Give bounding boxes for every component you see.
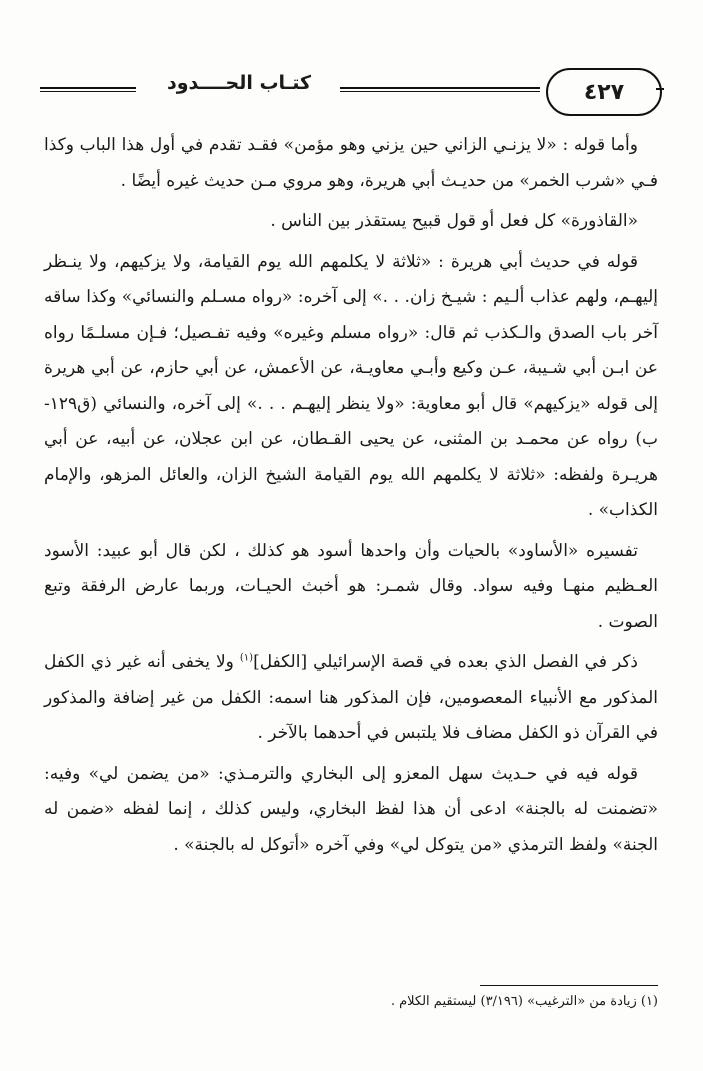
- footnote-1: (١) زيادة من «الترغيب» (٣/١٩٦) ليستقيم الكلام .: [390, 994, 658, 1009]
- header-rule-tail: [656, 88, 664, 90]
- footnote-marker[interactable]: (١): [239, 652, 254, 664]
- paragraph-3: قوله في حديث أبي هريرة : «ثلاثة لا يكلمهم الله يوم القيامة، ولا يزكيهم، ولا ينـظر إليهـم، ولهم عذاب ألـيم : شيـخ زان. . .» إلى آخره: «رواه مسـلم والنسائي» وكذا ساقه آخر باب الصدق والـكذب ثم قال: «رواه مسلم وغيره» وفيه تفـصيل؛ فـإن مسلـمًا رواه عن ابـن أبي شـيبة، عـن وكيع وأبـي معاويـة، عن الأعمش، عن أبي حازم، عن أبي هريرة إلى قوله «يزكيهم» قال أبو معاوية: «ولا ينظر إليهـم . . .» إلى آخره، والنسائي (ق١٢٩-ب) رواه عن محمـد بن المثنى، عن يحيى القـطان، عن ابن عجلان، عن أبيه، عن أبي هريـرة ولفظه: «ثلاثة لا يكلمهم الله يوم القيامة الشيخ الزان، والعائل المزهو، والإمام الكذاب» .: [44, 251, 658, 520]
- paragraph-5: [44, 645, 658, 752]
- paragraph-5-rest: ولا يخفى أنه غير ذي الكفل المذكور مع الأنبياء المعصومين، فإن المذكور هنا اسمه: الكفل من غير إضافة والمذكور في القرآن ذو الكفل مضاف فلا يلتبس في أحدهما بالآخر .: [44, 652, 658, 743]
- paragraph-6: قوله فيه في حـديث سهل المعزو إلى البخاري والترمـذي: «من يضمن لي» وفيه: «تضمنت له بالجنة» ادعى أن هذا لفظ البخاري، وليس كذلك ، إنما لفظه «ضمن له الجنة» ولفظ الترمذي «من يتوكل لي» وفي آخره «أتوكل له بالجنة» .: [44, 763, 658, 855]
- paragraph-5-start: ذكر في الفصل الذي بعده في قصة الإسرائيلي [الكفل]: [253, 652, 638, 672]
- running-title: كتـاب الحــــدود: [167, 72, 311, 94]
- paragraph-4: تفسيره «الأساود» بالحيات وأن واحدها أسود هو كذلك ، لكن قال أبو عبيد: الأسود العـظيم منهـا وفيه سواد. وقال شمـر: هو أخبث الحيـات، وربما عارض الرفقة وتبع الصوت .: [44, 540, 658, 632]
- header-rule-left: [40, 87, 136, 92]
- footnote-separator: [480, 985, 658, 986]
- header-rule-right: [340, 87, 540, 92]
- page-number: ٤٢٧: [546, 68, 662, 116]
- paragraph-1: وأما قوله : «لا يزنـي الزاني حين يزني وهو مؤمن» فقـد تقدم في أول هذا الباب وكذا فـي «شرب الخمر» من حديـث أبي هريرة، وهو مروي مـن حديث غيره أيضًا .: [44, 135, 658, 191]
- main-text: [44, 128, 658, 863]
- page-header: [40, 68, 663, 126]
- paragraph-2: «القاذورة» كل فعل أو قول قبيح يستقذر بين الناس .: [270, 211, 638, 231]
